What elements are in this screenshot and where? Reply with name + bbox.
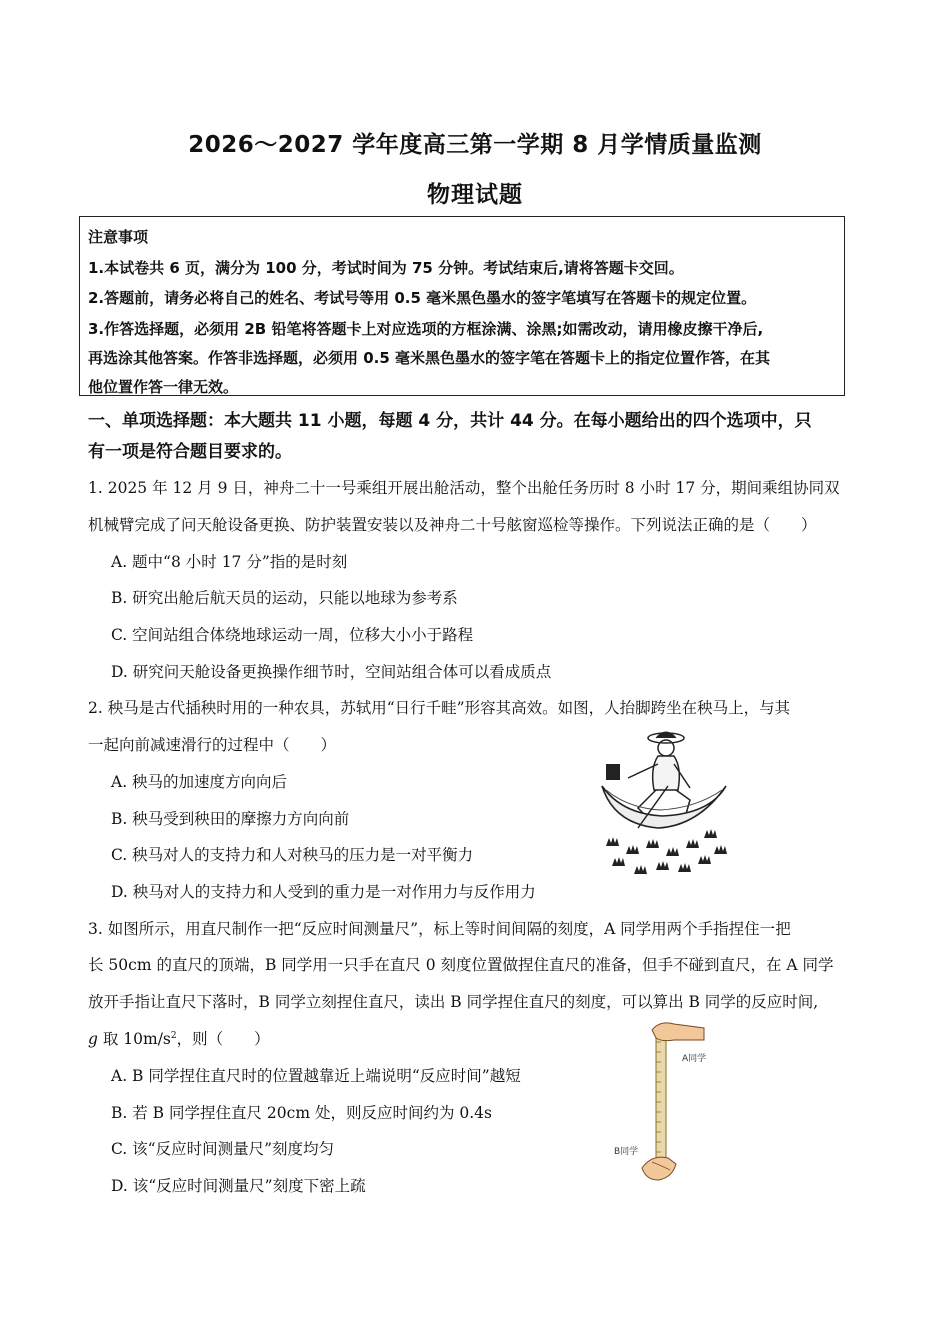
q2-option-d: D. 秧马对人的支持力和人受到的重力是一对作用力与反作用力 <box>111 883 536 901</box>
notice-box <box>79 216 845 396</box>
q2-option-b: B. 秧马受到秧田的摩擦力方向向前 <box>111 810 350 828</box>
section-heading: 一、单项选择题：本大题共 11 小题，每题 4 分，共计 44 分。在每小题给出的四个选项中，只 <box>88 411 812 431</box>
q3-option-d: D. 该“反应时间测量尺”刻度下密上疏 <box>111 1177 366 1195</box>
q1-stem-cont: 机械臂完成了问天舱设备更换、防护装置安装以及神舟二十号舷窗巡检等操作。下列说法正确的是（ ） <box>88 516 817 534</box>
paper-subtitle: 物理试题 <box>427 182 523 208</box>
q3-g-line: g 取 $10m/s^2$，则（ ） <box>88 1030 270 1048</box>
notice-heading: 注意事项 <box>88 228 149 246</box>
q1-option-d: D. 研究问天舱设备更换操作细节时，空间站组合体可以看成质点 <box>111 663 552 681</box>
q1-option-b: B. 研究出舱后航天员的运动，只能以地球为参考系 <box>111 589 458 607</box>
g-symbol: g <box>88 1030 98 1048</box>
q1-option-a: A. 题中“8 小时 17 分”指的是时刻 <box>111 553 348 571</box>
q3-stem: 3. 如图所示，用直尺制作一把“反应时间测量尺”，标上等时间间隔的刻度，A 同学用两个手指捏住一把 <box>88 920 791 938</box>
q2-option-a: A. 秧马的加速度方向向后 <box>111 773 288 791</box>
ruler-illustration <box>612 1018 722 1188</box>
q1-stem: 1. 2025 年 12 月 9 日，神舟二十一号乘组开展出舱活动，整个出舱任务历时 8 小时 17 分，期间乘组协同双 <box>88 479 840 497</box>
q3-option-b: B. 若 B 同学捏住直尺 20cm 处，则反应时间约为 0.4s <box>111 1104 492 1122</box>
section-heading-cont: 有一项是符合题目要求的。 <box>88 442 292 462</box>
paper-title: 2026～2027 学年度高三第一学期 8 月学情质量监测 <box>188 132 762 158</box>
q2-option-c: C. 秧马对人的支持力和人对秧马的压力是一对平衡力 <box>111 846 474 864</box>
yangma-illustration <box>598 728 732 878</box>
notice-item: 1.本试卷共 6 页，满分为 100 分，考试时间为 75 分钟。考试结束后,请将答题卡交回。 <box>88 259 684 277</box>
q2-stem-cont: 一起向前减速滑行的过程中（ ） <box>88 736 337 754</box>
q3-stem-cont: 长 50cm 的直尺的顶端，B 同学用一只手在直尺 0 刻度位置做捏住直尺的准备，但手不碰到直尺，在 A 同学 <box>88 956 834 974</box>
notice-item: 他位置作答一律无效。 <box>88 378 239 396</box>
label-a: A同学 <box>682 1054 707 1064</box>
notice-item: 3.作答选择题，必须用 2B 铅笔将答题卡上对应选项的方框涂满、涂黑;如需改动，请用橡皮擦干净后, <box>88 320 764 338</box>
q1-option-c: C. 空间站组合体绕地球运动一周，位移大小小于路程 <box>111 626 474 644</box>
q2-stem: 2. 秧马是古代插秧时用的一种农具，苏轼用“日行千畦”形容其高效。如图，人抬脚跨坐在秧马上，与其 <box>88 699 791 717</box>
notice-item: 2.答题前，请务必将自己的姓名、考试号等用 0.5 毫米黑色墨水的签字笔填写在答题卡的规定位置。 <box>88 289 757 307</box>
q3-option-c: C. 该“反应时间测量尺”刻度均匀 <box>111 1140 335 1158</box>
q3-option-a: A. B 同学捏住直尺时的位置越靠近上端说明“反应时间”越短 <box>111 1067 521 1085</box>
notice-item: 再选涂其他答案。作答非选择题，必须用 0.5 毫米黑色墨水的签字笔在答题卡上的指定位置作答，在其 <box>88 349 771 367</box>
label-b: B同学 <box>614 1147 639 1157</box>
q3-stem-cont: 放开手指让直尺下落时，B 同学立刻捏住直尺，读出 B 同学捏住直尺的刻度，可以算出 B 同学的反应时间, <box>88 993 819 1011</box>
